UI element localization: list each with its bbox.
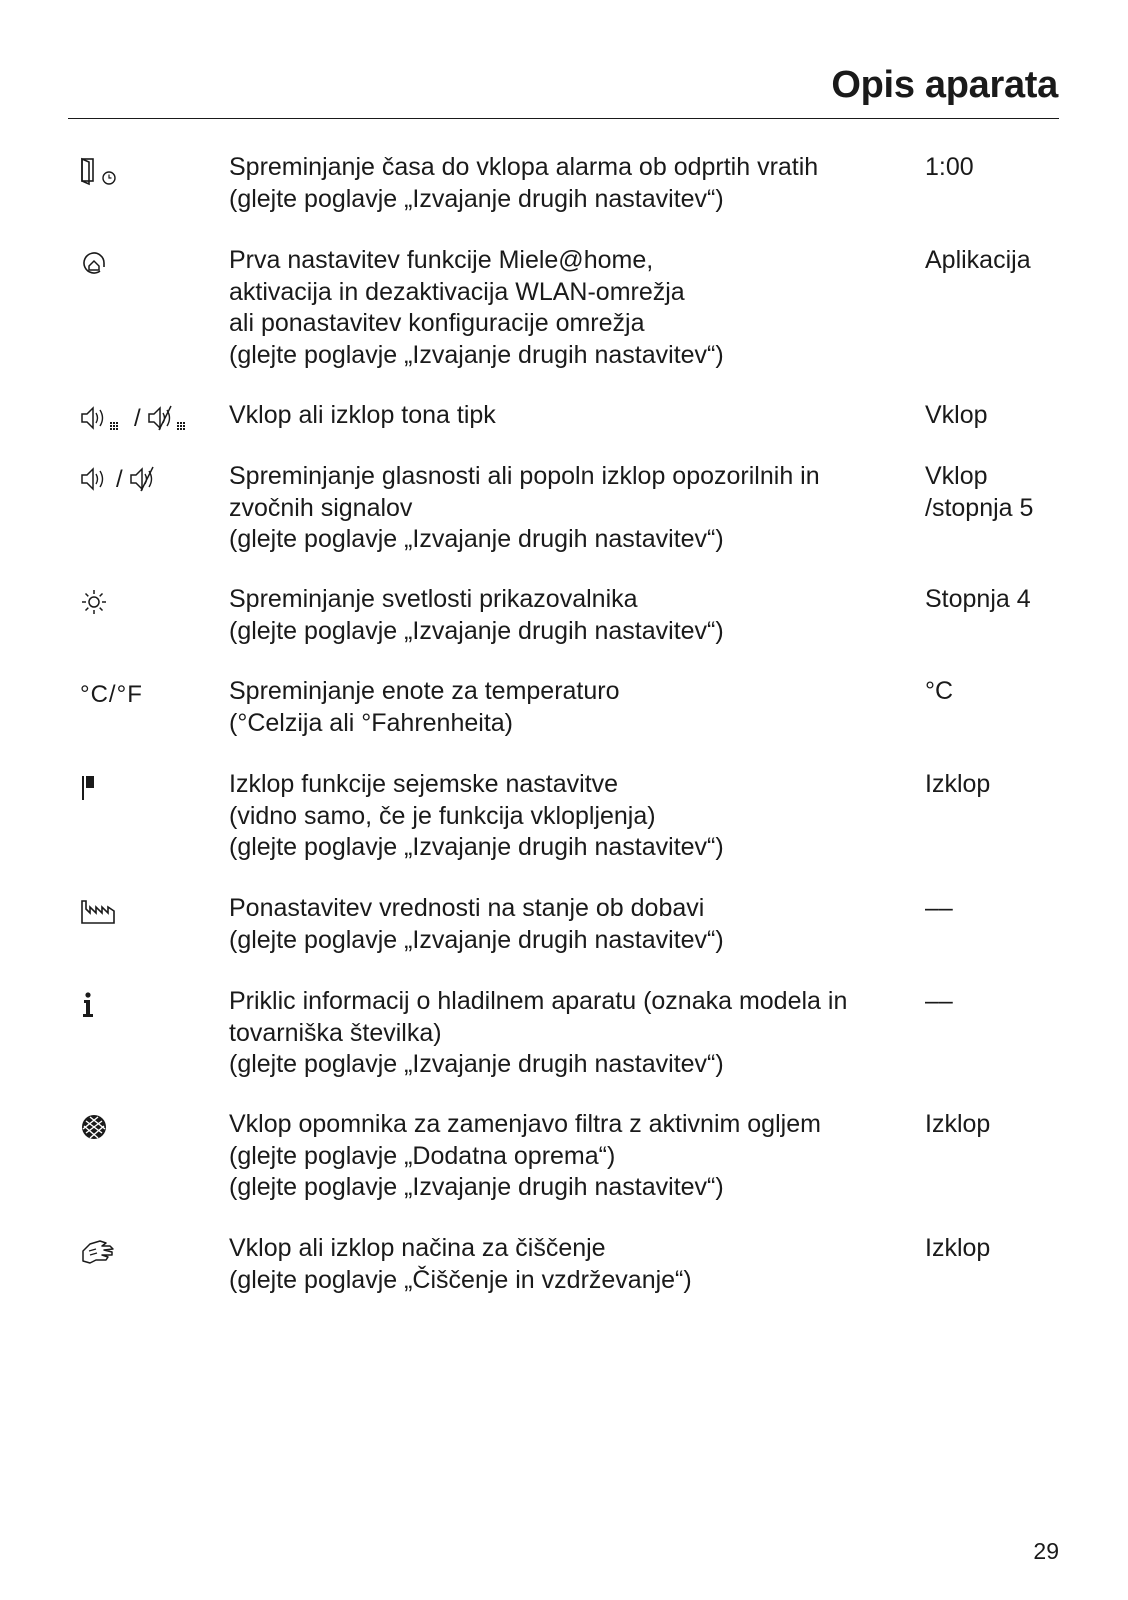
- row-default-value: [925, 245, 1085, 277]
- value-line: Izklop: [925, 1110, 991, 1138]
- row-default-value: [925, 1233, 1085, 1265]
- value-line: Vklop: [925, 462, 988, 490]
- keypad-tone-icon: /: [80, 404, 195, 434]
- row-description: [229, 584, 909, 647]
- temperature-unit-label: °C/°F: [80, 681, 143, 708]
- value-line: Izklop: [925, 770, 991, 798]
- row-default-value: [925, 400, 1085, 432]
- description-line: (glejte poglavje „Dodatna oprema“): [229, 1141, 616, 1170]
- description-line: (glejte poglavje „Čiščenje in vzdrževanje“): [229, 1265, 692, 1294]
- header-divider: [68, 118, 1059, 119]
- value-line: ––: [925, 987, 953, 1015]
- description-line: aktivacija in dezaktivacija WLAN-omrežja: [229, 277, 685, 306]
- description-line: Spreminjanje glasnosti ali popoln izklop opozorilnih in: [229, 462, 820, 490]
- value-line: 1:00: [925, 153, 974, 181]
- description-line: Vklop opomnika za zamenjavo filtra z aktivnim ogljem: [229, 1110, 821, 1138]
- value-line: /stopnja 5: [925, 493, 1034, 522]
- page-number: 29: [1033, 1538, 1059, 1564]
- row-default-value: [925, 461, 1085, 524]
- description-line: (glejte poglavje „Izvajanje drugih nastavitev“): [229, 525, 724, 553]
- row-default-value: [925, 152, 1085, 184]
- door-clock-icon: [80, 156, 120, 186]
- row-description: [229, 152, 909, 215]
- description-line: (glejte poglavje „Izvajanje drugih nastavitev“): [229, 833, 724, 861]
- description-line: Prva nastavitev funkcije Miele@home,: [229, 246, 654, 274]
- description-line: ali ponastavitev konfiguracije omrežja: [229, 309, 645, 337]
- volume-icon: /: [80, 465, 159, 495]
- description-line: Spreminjanje časa do vklopa alarma ob odprtih vratih: [229, 153, 819, 181]
- value-line: Vklop: [925, 401, 988, 429]
- showroom-flag-icon: [80, 773, 110, 803]
- row-default-value: [925, 1109, 1085, 1141]
- description-line: tovarniška številka): [229, 1018, 442, 1047]
- charcoal-filter-icon: [80, 1113, 110, 1143]
- factory-reset-icon: [80, 897, 116, 927]
- description-line: Spreminjanje svetlosti prikazovalnika: [229, 585, 638, 613]
- description-line: Vklop ali izklop tona tipk: [229, 401, 496, 429]
- cleaning-hand-icon: [80, 1237, 116, 1267]
- row-description: [229, 676, 909, 739]
- row-description: [229, 1109, 909, 1204]
- row-description: [229, 893, 909, 956]
- row-description: [229, 461, 909, 556]
- description-line: (glejte poglavje „Izvajanje drugih nastavitev“): [229, 184, 724, 213]
- row-default-value: [925, 676, 1085, 708]
- row-description: [229, 986, 909, 1081]
- description-line: (glejte poglavje „Izvajanje drugih nastavitev“): [229, 925, 724, 954]
- description-line: Priklic informacij o hladilnem aparatu (oznaka modela in: [229, 987, 848, 1015]
- row-description: [229, 1233, 909, 1296]
- description-line: (vidno samo, če je funkcija vklopljenja): [229, 801, 656, 830]
- info-icon: [80, 990, 110, 1020]
- temperature-unit-icon: [80, 680, 143, 710]
- description-line: (glejte poglavje „Izvajanje drugih nastavitev“): [229, 1173, 724, 1201]
- description-line: (glejte poglavje „Izvajanje drugih nastavitev“): [229, 616, 724, 645]
- row-default-value: [925, 584, 1085, 616]
- brightness-icon: [80, 588, 110, 618]
- description-line: Spreminjanje enote za temperaturo: [229, 677, 620, 705]
- description-line: (glejte poglavje „Izvajanje drugih nastavitev“): [229, 1050, 724, 1078]
- value-line: ––: [925, 894, 953, 922]
- row-default-value: [925, 986, 1085, 1018]
- description-line: zvočnih signalov: [229, 493, 413, 522]
- row-description: [229, 245, 909, 371]
- value-line: Stopnja 4: [925, 585, 1031, 613]
- description-line: (glejte poglavje „Izvajanje drugih nastavitev“): [229, 340, 724, 369]
- row-default-value: [925, 893, 1085, 925]
- description-line: Izklop funkcije sejemske nastavitve: [229, 770, 619, 798]
- row-description: [229, 769, 909, 864]
- value-line: °C: [925, 677, 954, 705]
- row-default-value: [925, 769, 1085, 801]
- miele-home-icon: [80, 249, 110, 279]
- row-description: [229, 400, 909, 432]
- value-line: Aplikacija: [925, 246, 1031, 274]
- page-header-title: Opis aparata: [831, 64, 1058, 106]
- description-line: (°Celzija ali °Fahrenheita): [229, 708, 513, 737]
- description-line: Vklop ali izklop načina za čiščenje: [229, 1234, 606, 1262]
- value-line: Izklop: [925, 1234, 991, 1262]
- description-line: Ponastavitev vrednosti na stanje ob dobavi: [229, 894, 705, 922]
